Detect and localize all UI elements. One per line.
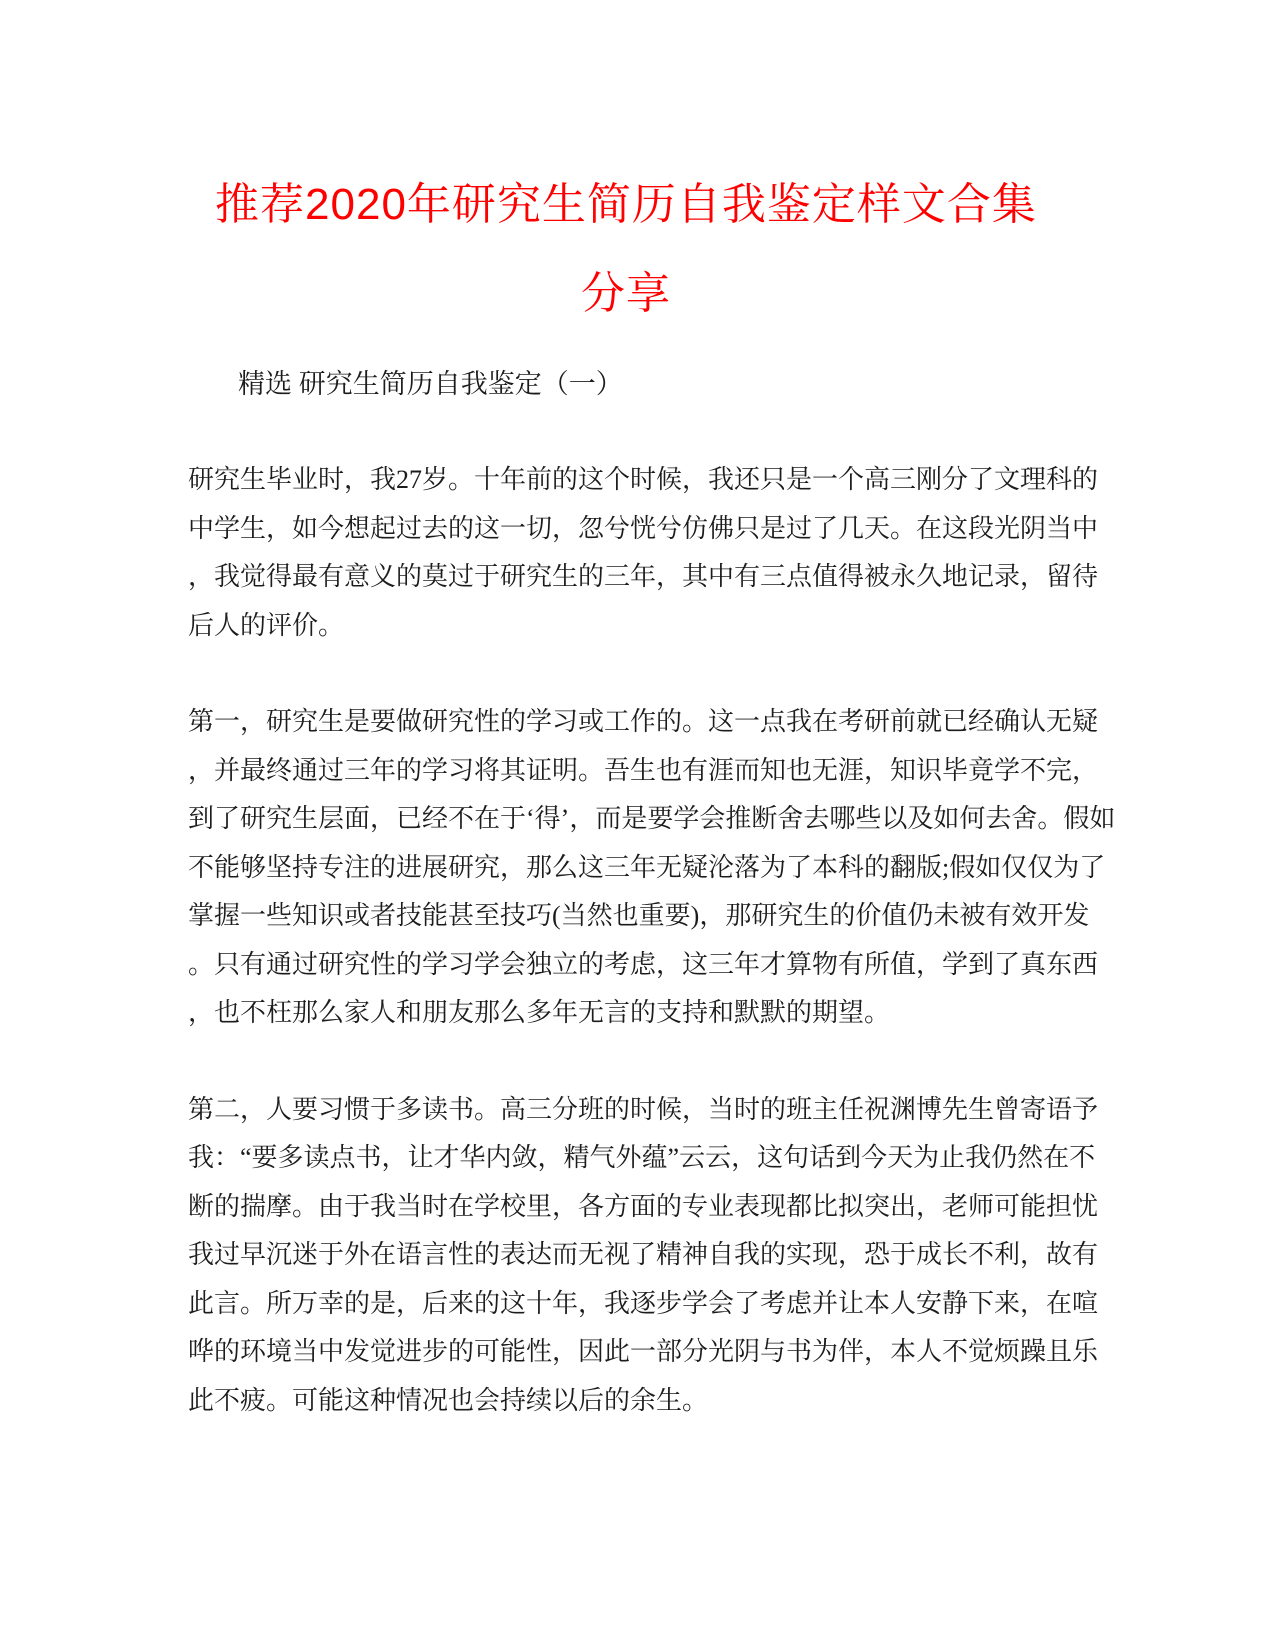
paragraph-line: 掌握一些知识或者技能甚至技巧(当然也重要)，那研究生的价值仍未被有效开发: [188, 901, 1090, 930]
paragraph-line: 我过早沉迷于外在语言性的表达而无视了精神自我的实现，恐于成长不利，故有: [188, 1240, 1099, 1269]
paragraph-line: 后人的评价。: [188, 610, 345, 640]
paragraph-line: 中学生，如今想起过去的这一切，忽兮恍兮仿佛只是过了几天。在这段光阴当中: [188, 513, 1099, 543]
paragraph-line: 到了研究生层面，已经不在于‘得’，而是要学会推断舍去哪些以及如何去舍。假如: [188, 804, 1116, 833]
paragraph-line: 我：“要多读点书，让才华内敛，精气外蕴”云云，这句话到今天为止我仍然在不: [188, 1143, 1096, 1172]
paragraph-line: 第一，研究生是要做研究性的学习或工作的。这一点我在考研前就已经确认无疑: [188, 707, 1099, 736]
title-line-1: 推荐2020年研究生简历自我鉴定样文合集: [215, 180, 1037, 229]
paragraph-line: 断的揣摩。由于我当时在学校里，各方面的专业表现都比拟突出，老师可能担忧: [188, 1191, 1099, 1221]
paragraph-line: 此不疲。可能这种情况也会持续以后的余生。: [188, 1385, 709, 1415]
paragraph-3: [188, 1086, 1099, 1426]
paragraph-line: 研究生毕业时，我27岁。十年前的这个时候，我还只是一个高三刚分了文理科的: [188, 465, 1099, 494]
paragraph-line: 。只有通过研究性的学习学会独立的考虑，这三年才算物有所值，学到了真东西: [188, 949, 1099, 979]
paragraph-line: 第二，人要习惯于多读书。高三分班的时候，当时的班主任祝渊博先生曾寄语予: [188, 1094, 1099, 1124]
title-line-2: 分享: [581, 269, 671, 318]
body-paragraphs: [188, 456, 1116, 1425]
section-subtitle: 精选 研究生简历自我鉴定（一）: [238, 369, 623, 399]
paragraph-line: 此言。所万幸的是，后来的这十年，我逐步学会了考虑并让本人安静下来，在喧: [188, 1288, 1099, 1318]
document-content: [188, 160, 1116, 1425]
paragraph-line: ，也不枉那么家人和朋友那么多年无言的支持和默默的期望。: [188, 998, 891, 1027]
paragraph-2: [188, 698, 1116, 1038]
paragraph-1: [188, 456, 1099, 650]
paragraph-line: ，并最终通过三年的学习将其证明。吾生也有涯而知也无涯，知识毕竟学不完，: [188, 755, 1099, 785]
paragraph-line: ，我觉得最有意义的莫过于研究生的三年，其中有三点值得被永久地记录，留待: [188, 562, 1099, 591]
paragraph-line: 不能够坚持专注的进展研究，那么这三年无疑沦落为了本科的翻版;假如仅仅为了: [188, 852, 1106, 882]
paragraph-line: 哗的环境当中发觉进步的可能性，因此一部分光阴与书为伴，本人不觉烦躁且乐: [188, 1337, 1099, 1366]
document-title: [188, 160, 1064, 338]
